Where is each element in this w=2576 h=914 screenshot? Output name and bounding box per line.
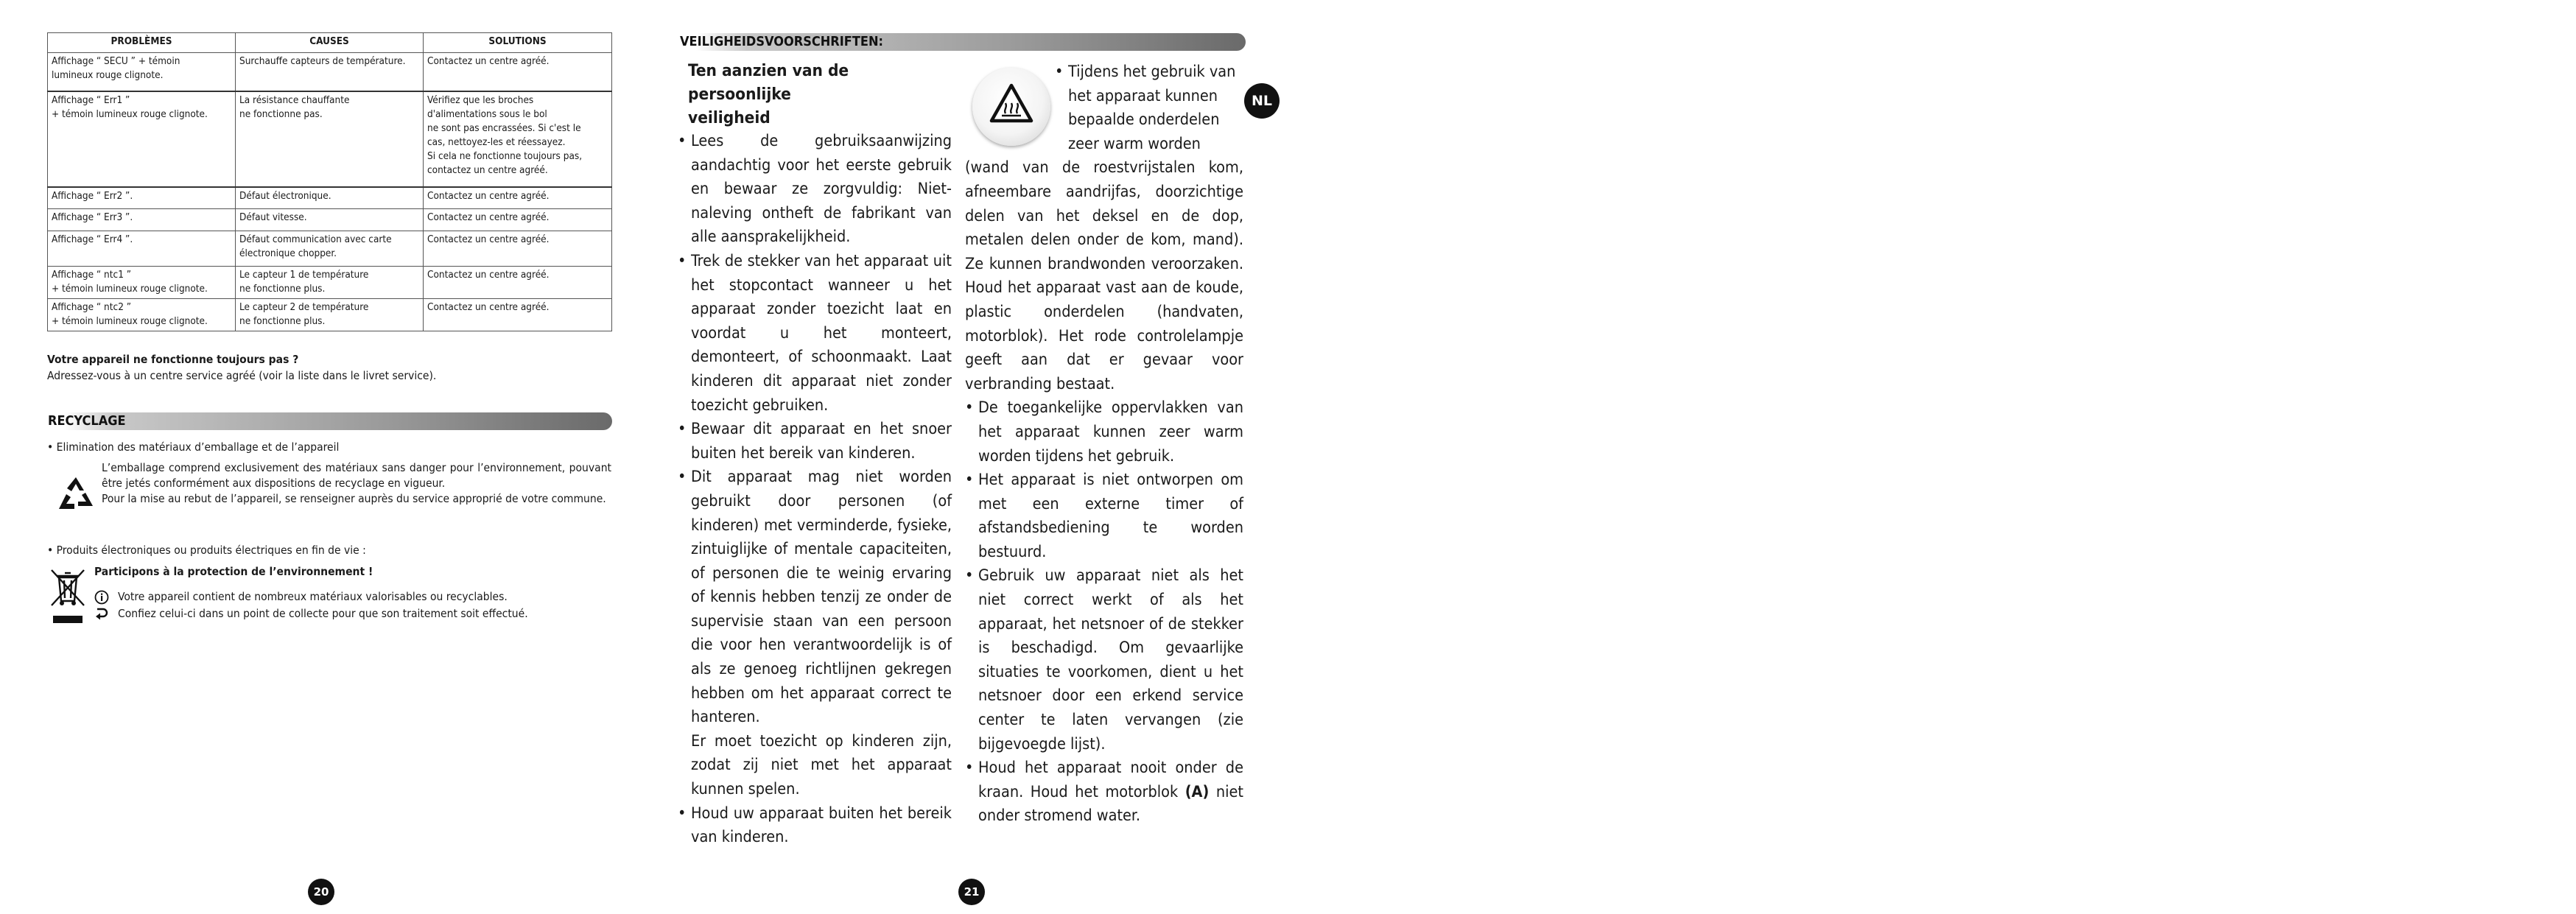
safety-title: VEILIGHEIDSVOORSCHRIFTEN: bbox=[680, 34, 884, 49]
recycling-title-bar bbox=[47, 412, 612, 430]
table-row bbox=[48, 209, 612, 231]
list-item-text: Trek de stekker van het apparaat uit het stopcontact wanneer u het apparaat zonder toezicht laat en voordat u het monteert, demonteert, of schoonmaakt. Laat kinderen dit apparaat niet zonder toezicht gebruiken. bbox=[691, 251, 952, 415]
bullet: • bbox=[965, 566, 974, 586]
list-item bbox=[965, 564, 1243, 756]
table-cell: Affichage “ Err1 ” + témoin lumineux rouge clignote. bbox=[48, 91, 236, 187]
hot-parts-item-rest: (wand van de roestvrijstalen kom, afneembare aandrijfas, doorzichtige delen van het deksel en de dop, metalen delen onder de kom, mand). Ze kunnen brandwonden veroorzaken. Houd het apparaat vast aan de koude, plastic onderdelen (handvaten, motorblok). Het rode controlelampje geeft aan dat er gevaar voor verbranding bestaat. bbox=[965, 158, 1243, 393]
table-row bbox=[48, 299, 612, 331]
bullet: • bbox=[678, 420, 687, 439]
table-cell: Défaut électronique. bbox=[236, 187, 424, 209]
list-item-text-part: niet onder stromend water. bbox=[978, 782, 1243, 826]
list-item-continuation: Er moet toezicht op kinderen zijn, zodat zij niet met het apparaat kunnen spelen. bbox=[691, 731, 952, 799]
safety-title-bar bbox=[679, 33, 1246, 51]
electronic-heading: • Produits électroniques ou produits électriques en fin de vie : bbox=[47, 544, 366, 557]
bullet: • bbox=[678, 132, 687, 150]
motor-block-reference: (A) bbox=[1185, 782, 1210, 801]
troubleshooting-table bbox=[47, 32, 612, 331]
table-cell: Contactez un centre agréé. bbox=[424, 53, 612, 91]
page-number-right: 21 bbox=[958, 879, 985, 905]
list-item bbox=[678, 418, 952, 465]
column-header: CAUSES bbox=[236, 33, 424, 53]
table-cell: Le capteur 1 de température ne fonctionne plus. bbox=[236, 267, 424, 299]
packaging-heading: • Elimination des matériaux d’emballage et de l’appareil bbox=[47, 440, 340, 454]
bullet: • bbox=[678, 468, 687, 487]
bullet: • bbox=[678, 804, 687, 823]
safety-column-right bbox=[965, 60, 1243, 829]
collection-point-text: Confiez celui-ci dans un point de collecte pour que son traitement soit effectué. bbox=[118, 607, 528, 620]
table-row bbox=[48, 231, 612, 267]
info-icon bbox=[94, 590, 109, 605]
table-cell: Contactez un centre agréé. bbox=[424, 299, 612, 331]
packaging-text-2: Pour la mise au rebut de l’appareil, se renseigner auprès du service approprié de votre commune. bbox=[102, 492, 606, 505]
list-item-text: zeer warm worden bbox=[1068, 134, 1201, 153]
table-cell: Affichage “ SECU ” + témoin lumineux rouge clignote. bbox=[48, 53, 236, 91]
table-cell: Contactez un centre agréé. bbox=[424, 267, 612, 299]
still-not-working-question: Votre appareil ne fonctionne toujours pas ? bbox=[47, 353, 299, 366]
table-cell: Affichage “ ntc1 ” + témoin lumineux rouge clignote. bbox=[48, 267, 236, 299]
column-header: PROBLÈMES bbox=[48, 33, 236, 53]
personal-safety-heading-line-1: Ten aanzien van de persoonlijke bbox=[688, 61, 849, 104]
recycle-icon bbox=[55, 473, 97, 516]
recyclable-materials-text: Votre appareil contient de nombreux matériaux valorisables ou recyclables. bbox=[118, 590, 508, 603]
column-header: SOLUTIONS bbox=[424, 33, 612, 53]
table-cell: La résistance chauffante ne fonctionne pas. bbox=[236, 91, 424, 187]
bullet: • bbox=[1055, 63, 1064, 81]
list-item bbox=[965, 468, 1243, 564]
personal-safety-heading bbox=[678, 59, 952, 130]
table-row bbox=[48, 267, 612, 299]
safety-column-left bbox=[678, 59, 952, 850]
recycling-title: RECYCLAGE bbox=[48, 413, 126, 429]
list-item-text: De toegankelijke oppervlakken van het apparaat kunnen zeer warm worden tijdens het gebruik. bbox=[978, 398, 1243, 465]
table-cell: Contactez un centre agréé. bbox=[424, 231, 612, 267]
list-item bbox=[965, 756, 1243, 829]
table-cell: Défaut communication avec carte électronique chopper. bbox=[236, 231, 424, 267]
table-cell: Affichage “ ntc2 ” + témoin lumineux rouge clignote. bbox=[48, 299, 236, 331]
table-cell: Surchauffe capteurs de température. bbox=[236, 53, 424, 91]
list-item bbox=[965, 396, 1243, 468]
bullet: • bbox=[965, 759, 974, 778]
list-item-text: bepaalde onderdelen bbox=[1068, 110, 1220, 130]
table-cell: Le capteur 2 de température ne fonctionne plus. bbox=[236, 299, 424, 331]
table-row bbox=[48, 53, 612, 91]
list-item-text: Bewaar dit apparaat en het snoer buiten het bereik van kinderen. bbox=[691, 420, 952, 463]
table-row bbox=[48, 187, 612, 209]
list-item bbox=[678, 130, 952, 250]
list-item-text: Tijdens het gebruik van bbox=[1068, 63, 1236, 81]
table-row bbox=[48, 91, 612, 187]
personal-safety-heading-line-2: veiligheid bbox=[688, 108, 771, 127]
list-item-text: Lees de gebruiksaanwijzing aandachtig voor het eerste gebruik en bewaar ze zorgvuldig: Niet-naleving ontheft de fabrikant van alle aansprakelijkheid. bbox=[691, 132, 952, 247]
collection-arrow-icon bbox=[94, 606, 109, 621]
packaging-text-1: L’emballage comprend exclusivement des matériaux sans danger pour l’environnement, pouvant être jetés conformément aux dispositions de recyclage en vigueur. bbox=[102, 461, 611, 490]
list-item bbox=[678, 802, 952, 850]
table-cell: Contactez un centre agréé. bbox=[424, 209, 612, 231]
bullet: • bbox=[965, 471, 974, 490]
hot-parts-item-head bbox=[965, 60, 1243, 156]
bullet: • bbox=[678, 251, 687, 270]
language-badge: NL bbox=[1244, 83, 1280, 119]
bullet: • bbox=[965, 398, 974, 418]
table-cell: Vérifiez que les broches d'alimentations sous le bol ne sont pas encrassées. Si c'est le cas, nettoyez-les et réessayez. Si cela ne fonctionne toujours pas, contactez un centre agréé. bbox=[424, 91, 612, 187]
crossed-bin-icon bbox=[49, 567, 87, 625]
list-item bbox=[678, 250, 952, 418]
table-cell: Affichage “ Err2 ”. bbox=[48, 187, 236, 209]
list-item-text bbox=[978, 756, 1243, 829]
list-item-text: Het apparaat is niet ontworpen om met een externe timer of afstandsbediening te worden bestuurd. bbox=[978, 471, 1243, 561]
table-cell: Affichage “ Err3 ”. bbox=[48, 209, 236, 231]
participate-text: Participons à la protection de l’environnement ! bbox=[94, 565, 373, 578]
list-item-text-part: Houd het apparaat nooit onder de kraan. Houd het motorblok bbox=[978, 759, 1243, 801]
list-item-text: Gebruik uw apparaat niet als het niet correct werkt of als het apparaat, het netsnoer of de stekker is beschadigd. Om gevaarlijke situaties te voorkomen, dient u het netsnoer door een erkend service center te laten vervangen (zie bijgevoegde lijst). bbox=[978, 566, 1243, 753]
table-cell: Défaut vitesse. bbox=[236, 209, 424, 231]
list-item-text: Houd uw apparaat buiten het bereik van kinderen. bbox=[691, 804, 952, 847]
table-header-row bbox=[48, 33, 612, 53]
page-number-left: 20 bbox=[308, 879, 334, 905]
table-cell: Contactez un centre agréé. bbox=[424, 187, 612, 209]
list-item bbox=[678, 465, 952, 730]
list-item-text: het apparaat kunnen bbox=[1068, 86, 1218, 105]
still-not-working-answer: Adressez-vous à un centre service agréé (voir la liste dans le livret service). bbox=[47, 369, 437, 382]
table-cell: Affichage “ Err4 ”. bbox=[48, 231, 236, 267]
list-item-text: Dit apparaat mag niet worden gebruikt door personen (of kinderen) met verminderde, fysieke, zintuiglijke of mentale capaciteiten, of personen die te weinig ervaring of kennis hebben tenzij ze onder de supervisie staan van een persoon die voor hen verantwoordelijk is of als ze genoeg richtlijnen gekregen hebben om het apparaat correct te hanteren. bbox=[691, 468, 952, 727]
